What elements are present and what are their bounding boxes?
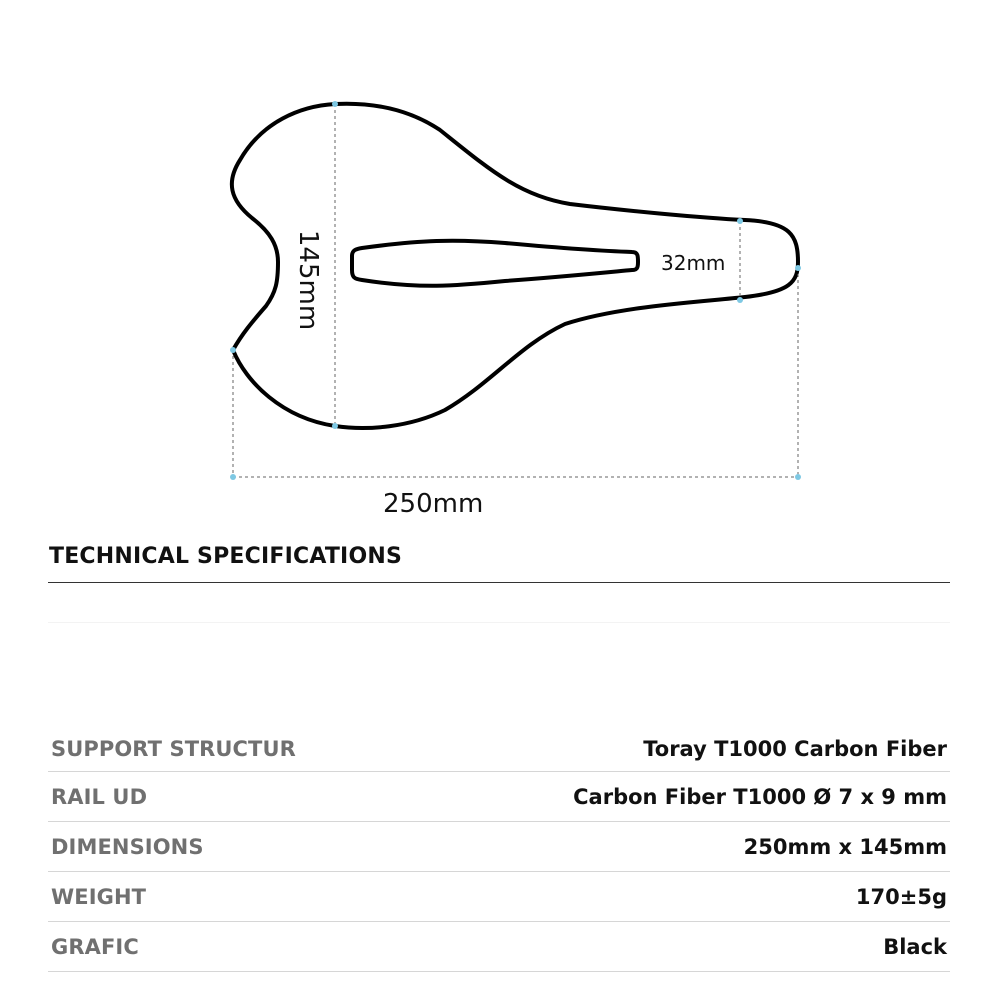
nose-width-label: 32mm bbox=[661, 251, 726, 275]
spec-row-rail bbox=[48, 772, 950, 822]
spec-label: DIMENSIONS bbox=[51, 834, 204, 859]
spec-label: RAIL UD bbox=[51, 784, 148, 809]
spec-label: WEIGHT bbox=[51, 884, 147, 909]
specifications-heading: TECHNICAL SPECIFICATIONS bbox=[49, 544, 402, 569]
spec-value: Black bbox=[883, 934, 947, 959]
spec-row-support-structure bbox=[48, 726, 950, 772]
spec-value: 170±5g bbox=[855, 884, 947, 909]
marker-dot bbox=[332, 423, 338, 429]
spec-row-grafic bbox=[48, 922, 950, 972]
spec-value: Toray T1000 Carbon Fiber bbox=[643, 736, 947, 761]
marker-dot bbox=[737, 297, 743, 303]
heading-divider bbox=[48, 582, 950, 583]
marker-dot bbox=[795, 474, 801, 480]
width-label: 145mm bbox=[293, 229, 323, 331]
marker-dot bbox=[332, 101, 338, 107]
spec-row-dimensions bbox=[48, 822, 950, 872]
spec-row-weight bbox=[48, 872, 950, 922]
length-label: 250mm bbox=[383, 489, 484, 519]
marker-dot bbox=[795, 265, 801, 271]
marker-dot bbox=[230, 347, 236, 353]
faint-divider bbox=[48, 622, 950, 623]
spec-label: SUPPORT STRUCTUR bbox=[51, 736, 296, 761]
spec-value: 250mm x 145mm bbox=[743, 834, 947, 859]
spec-label: GRAFIC bbox=[51, 934, 139, 959]
marker-dot bbox=[230, 474, 236, 480]
spec-value: Carbon Fiber T1000 Ø 7 x 9 mm bbox=[573, 784, 947, 809]
saddle-cutout bbox=[352, 241, 638, 286]
marker-dot bbox=[737, 218, 743, 224]
specifications-table bbox=[48, 726, 950, 972]
